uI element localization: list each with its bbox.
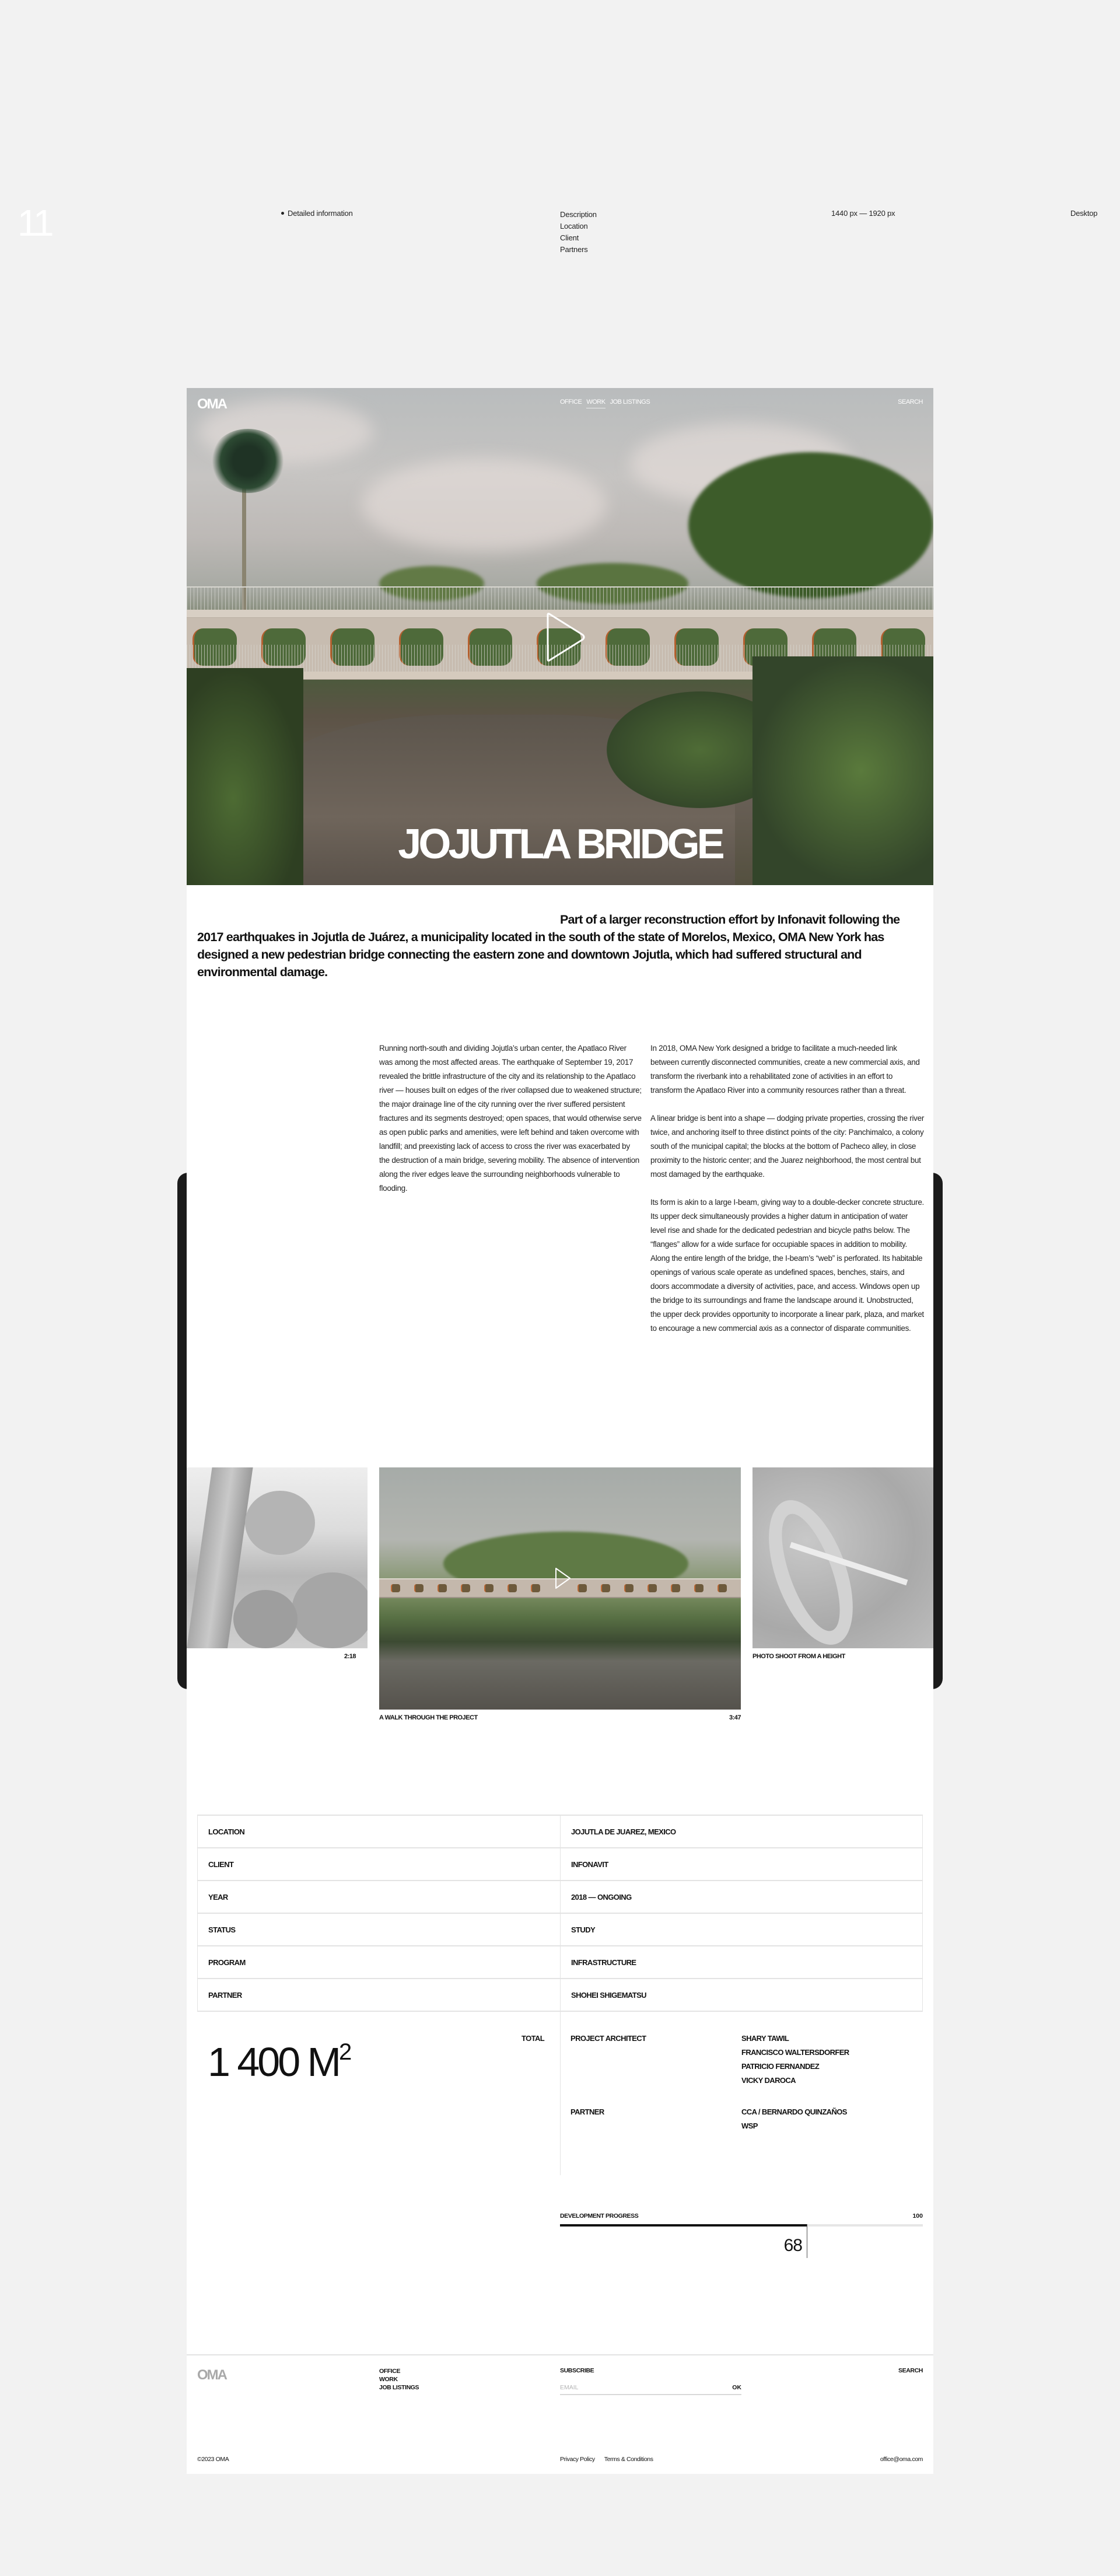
footer-link-work[interactable]: WORK <box>379 2376 398 2383</box>
footer-search-button[interactable]: SEARCH <box>898 2367 923 2374</box>
contact-email-link[interactable]: office@oma.com <box>880 2456 923 2463</box>
subscribe-ok-button[interactable]: OK <box>732 2384 741 2391</box>
bridge-window <box>531 1584 540 1592</box>
device-label: Desktop <box>1070 209 1098 218</box>
tree <box>245 1491 315 1555</box>
bridge-window <box>414 1584 424 1592</box>
play-icon <box>554 1567 572 1590</box>
info-value: INFRASTRUCTURE <box>560 1946 922 1978</box>
footer-divider <box>187 2354 933 2355</box>
description-paragraph: Its form is akin to a large I-beam, giving way to a double-decker concrete structure. Its upper deck simultaneously provides a higher datum in anticipation of water level rise and shade for the dedicated pedestrian and bicycle paths below. The “flanges” allow for a wide surface for occupiable spaces in addition to mobility. Along the entire length of the bridge, the I-beam’s “web” is perforated. Its habitable openings of various scale operate as undefined spaces, benches, stairs, and doors accommodate a diversity of activities, pace, and access. Windows open up the bridge to its surroundings and frame the landscape around it. Unobstructed, the upper deck provides opportunity to incorporate a linear park, plaza, and market to encourage a new commercial axis as a connector of disparate communities. <box>650 1198 924 1333</box>
tree <box>292 1572 368 1648</box>
bridge-window <box>578 1584 587 1592</box>
video-title: A WALK THROUGH THE PROJECT <box>379 1714 478 1721</box>
section-contents <box>560 209 597 256</box>
nav-link-work[interactable]: WORK <box>586 399 605 408</box>
team-member: CCA / BERNARDO QUINZAÑOS <box>741 2107 847 2116</box>
team-names <box>741 2105 847 2133</box>
project-info-table <box>197 1815 923 2012</box>
cloud <box>362 458 607 551</box>
tree <box>233 1590 298 1648</box>
logo[interactable]: OMA <box>197 396 226 412</box>
description-right <box>650 1041 925 1336</box>
description-left <box>379 1041 642 1196</box>
table-row <box>197 1816 923 1848</box>
legal-links <box>560 2456 653 2463</box>
section-number: 11 <box>18 202 52 244</box>
subscribe-form <box>560 2367 741 2391</box>
team-names <box>741 2032 849 2088</box>
progress-value: 68 <box>783 2236 802 2255</box>
breakpoint-label: 1440 px — 1920 px <box>831 209 895 218</box>
info-value: JOJUTLA DE JUAREZ, MEXICO <box>560 1816 922 1847</box>
search-button[interactable]: SEARCH <box>898 399 923 406</box>
email-input[interactable] <box>560 2384 706 2391</box>
contents-item: Description <box>560 210 597 219</box>
bridge-window <box>391 1584 400 1592</box>
video-play-button[interactable] <box>554 1567 572 1590</box>
team-role: PARTNER <box>570 2107 604 2116</box>
description-paragraph: In 2018, OMA New York designed a bridge to facilitate a much-needed link between currently disconnected communities, create a new commercial axis, and transform the riverbank into a rehabilitated zone of activities in an effort to transform the Apatlaco River into a community resources rather than a threat. <box>650 1044 920 1095</box>
team-role: PROJECT ARCHITECT <box>570 2034 646 2043</box>
page-card <box>187 388 933 2474</box>
totals-section <box>197 2011 923 2175</box>
bridge-window <box>648 1584 657 1592</box>
footer-logo[interactable]: OMA <box>197 2367 226 2383</box>
bridge-window <box>718 1584 727 1592</box>
progress-fill <box>560 2224 807 2227</box>
progress-max: 100 <box>912 2213 923 2220</box>
development-progress <box>560 2213 923 2259</box>
total-area-value: 1 400 M <box>208 2039 339 2085</box>
team-member: SHARY TAWIL <box>741 2034 789 2043</box>
area-unit-exponent: 2 <box>338 2039 352 2065</box>
nav-link-office[interactable]: OFFICE <box>560 399 582 406</box>
subscribe-title: SUBSCRIBE <box>560 2367 594 2374</box>
bridge-window <box>438 1584 447 1592</box>
section-title <box>281 209 353 218</box>
table-row <box>197 1848 923 1881</box>
team-member: WSP <box>741 2121 758 2130</box>
footer-link-office[interactable]: OFFICE <box>379 2368 401 2375</box>
nav-link-job-listings[interactable]: JOB LISTINGS <box>610 399 650 406</box>
terms-link[interactable]: Terms & Conditions <box>604 2456 653 2463</box>
info-label: PARTNER <box>208 1990 242 2000</box>
copyright: ©2023 OMA <box>197 2456 229 2463</box>
upper-railing <box>187 586 933 610</box>
info-value: STUDY <box>560 1914 922 1945</box>
team-member: VICKY DAROCA <box>741 2076 796 2085</box>
video-duration: 2:18 <box>344 1653 356 1660</box>
progress-label: DEVELOPMENT PROGRESS <box>560 2213 639 2220</box>
progress-track <box>560 2224 923 2227</box>
privacy-policy-link[interactable]: Privacy Policy <box>560 2456 595 2463</box>
nav-links <box>560 399 650 408</box>
section-title-label: Detailed information <box>288 209 353 218</box>
email-field-wrapper <box>560 2381 741 2395</box>
contents-item: Client <box>560 233 579 242</box>
contents-item: Location <box>560 222 588 230</box>
info-label: CLIENT <box>208 1860 234 1869</box>
palm-leaves <box>210 429 286 493</box>
total-area <box>208 2032 352 2085</box>
total-area-label: TOTAL <box>522 2034 545 2043</box>
gallery-video-left[interactable] <box>187 1467 368 1648</box>
hero-play-button[interactable] <box>545 613 586 659</box>
gallery-photo-right[interactable] <box>752 1467 933 1648</box>
annotation-row <box>0 198 1120 268</box>
bridge-window <box>624 1584 634 1592</box>
bridge-window <box>508 1584 517 1592</box>
top-nav <box>187 388 933 417</box>
page-title: JOJUTLA BRIDGE <box>398 821 722 868</box>
contents-item: Partners <box>560 245 588 254</box>
bridge-window <box>694 1584 704 1592</box>
team-member: FRANCISCO WALTERSDORFER <box>741 2048 849 2057</box>
bridge-window <box>461 1584 470 1592</box>
info-value: 2018 — ONGOING <box>560 1881 922 1913</box>
info-value: INFONAVIT <box>560 1848 922 1880</box>
table-row <box>197 1946 923 1979</box>
table-row <box>197 1881 923 1914</box>
description-paragraph: Running north-south and dividing Jojutla’s urban center, the Apatlaco River was among the most affected areas. The earthquake of September 19, 2017 revealed the brittle infrastructure of the city and its relationship to the Apatlaco river — houses built on edges of the river collapsed due to weakened structure; the major drainage line of the city running over the river suffered persistent fractures and its segments destroyed; open spaces, that would otherwise serve as open public parks and amenities, were left behind and taken overcome with landfill; and preexisting lack of access to cross the river was exacerbated by the destruction of a main bridge, severing mobility. The absence of intervention along the river edges leave the surrounding neighborhoods vulnerable to flooding. <box>379 1044 642 1193</box>
gallery-video-center[interactable] <box>379 1467 741 1710</box>
hero <box>187 388 933 885</box>
video-duration: 3:47 <box>729 1714 741 1721</box>
bridge-window <box>484 1584 494 1592</box>
photo-title: PHOTO SHOOT FROM A HEIGHT <box>752 1653 845 1660</box>
info-label: STATUS <box>208 1925 236 1934</box>
description-paragraph: A linear bridge is bent into a shape — dodging private properties, crossing the river twice, and anchoring itself to three distinct points of the city: Panchimalco, a colony south of the municipal capital; the blocks at the bottom of Pacheco alley, in close proximity to the historic center; and the Juarez neighborhood, the most central but most damaged by the earthquake. <box>650 1114 925 1179</box>
play-icon <box>545 613 586 662</box>
info-label: LOCATION <box>208 1827 245 1836</box>
lead-paragraph: Part of a larger reconstruction effort by Infonavit following the 2017 earthquakes in Jojutla de Juárez, a municipality located in the south of the state of Morelos, Mexico, OMA New York has designed a new pedestrian bridge connecting the eastern zone and downtown Jojutla, which had suffered structural and environmental damage. <box>197 913 900 979</box>
info-label: YEAR <box>208 1892 228 1902</box>
table-row <box>197 1914 923 1946</box>
table-row <box>197 1979 923 2012</box>
info-value: SHOHEI SHIGEMATSU <box>560 1979 922 2011</box>
bridge-window <box>671 1584 680 1592</box>
team-member: PATRICIO FERNANDEZ <box>741 2062 820 2071</box>
column-divider <box>560 2011 561 2175</box>
bullet-icon <box>281 212 284 215</box>
info-label: PROGRAM <box>208 1958 246 1967</box>
bridge-window <box>601 1584 610 1592</box>
footer-nav <box>379 2367 419 2392</box>
footer-link-job-listings[interactable]: JOB LISTINGS <box>379 2384 419 2391</box>
river <box>752 1489 870 1648</box>
tree-canopy <box>688 452 933 598</box>
